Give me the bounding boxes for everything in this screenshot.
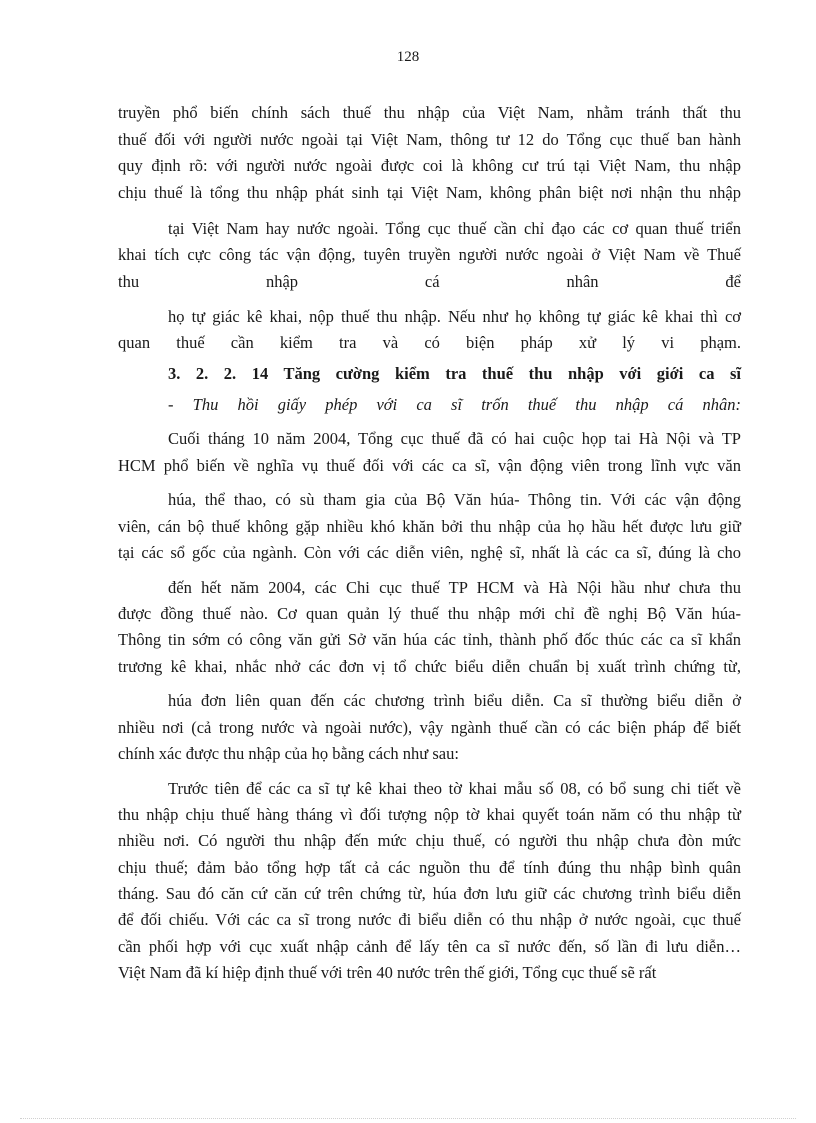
text-line: húa đơn liên quan đến các chương trình biểu diễn. Ca sĩ thường biểu diễn ở xyxy=(168,691,741,710)
text-line: chính xác được thu nhập của họ bằng cách như sau: xyxy=(118,744,459,763)
text-line: đến hết năm 2004, các Chi cục thuế TP HCM và Hà Nội hầu như chưa thu xyxy=(168,578,741,597)
text-line: tháng. Sau đó căn cứ căn cứ trên chứng từ, húa đơn lưu giữ các chương trình biểu diễn xyxy=(118,884,741,903)
text-line: quy định rõ: với người nước ngoài được coi là không cư trú tại Việt Nam, thu nhập xyxy=(118,156,741,175)
text-line: cần phối hợp với cục xuất nhập cảnh để lấy tên ca sĩ nước đến, số lần đi lưu diễn… xyxy=(118,937,741,956)
text-line: truyền phổ biến chính sách thuế thu nhập của Việt Nam, nhằm tránh thất thu xyxy=(118,103,741,122)
text-line: tại các sổ gốc của ngành. Còn với các diễn viên, nghệ sĩ, nhất là các ca sĩ, đúng là cho xyxy=(118,543,741,562)
page-bottom-divider xyxy=(20,1118,796,1119)
text-line: khai tích cực công tác vận động, tuyên truyền người nước ngoài ở Việt Nam về Thuế xyxy=(118,245,741,264)
text-line: thu nhập chịu thuế hàng tháng vì đối tượng nộp tờ khai quyết toán năm có thu nhập từ xyxy=(118,805,741,824)
sub-heading: - Thu hồi giấy phép với ca sĩ trốn thuế thu nhập cá nhân: xyxy=(168,395,741,414)
text-line: tại Việt Nam hay nước ngoài. Tổng cục thuế cần chỉ đạo các cơ quan thuế triển xyxy=(168,219,741,238)
text-line: viên, cán bộ thuế không gặp nhiều khó khăn bởi thu nhập của họ hầu hết được lưu giữ xyxy=(118,517,741,536)
text-line: nhiều nơi (cả trong nước và ngoài nước), vậy ngành thuế cần có các biện pháp để biết xyxy=(118,718,741,737)
text-line: chịu thuế; đảm bảo tổng hợp tất cả các nguồn thu để tính đúng thu nhập bình quân xyxy=(118,858,741,877)
text-line: chịu thuế là tổng thu nhập phát sinh tại Việt Nam, không phân biệt nơi nhận thu nhập xyxy=(118,183,741,202)
text-line: được đồng thuế nào. Cơ quan quản lý thuế thu nhập mới chỉ đề nghị Bộ Văn húa- xyxy=(118,604,741,623)
text-line: họ tự giác kê khai, nộp thuế thu nhập. Nếu như họ không tự giác kê khai thì cơ xyxy=(168,307,741,326)
text-line: nhiều nơi. Có người thu nhập đến mức chịu thuế, có người thu nhập chưa đòn mức xyxy=(118,831,741,850)
text-line: quan thuế cần kiểm tra và có biện pháp xử lý vi phạm. xyxy=(118,333,741,352)
text-line: thuế đối với người nước ngoài tại Việt Nam, thông tư 12 do Tổng cục thuế ban hành xyxy=(118,130,741,149)
text-line: Thông tin sớm có công văn gửi Sở văn húa các tỉnh, thành phố đốc thúc các ca sĩ khẩn xyxy=(118,630,741,649)
page-number: 128 xyxy=(396,49,420,65)
text-line: Việt Nam đã kí hiệp định thuế với trên 40 nước trên thế giới, Tổng cục thuế sẽ rất xyxy=(118,963,657,982)
text-line: Cuối tháng 10 năm 2004, Tổng cục thuế đã có hai cuộc họp tai Hà Nội và TP xyxy=(168,429,741,448)
section-heading: 3. 2. 2. 14 Tăng cường kiểm tra thuế thu nhập với giới ca sĩ xyxy=(168,364,741,383)
text-line: thu nhập cá nhân để xyxy=(118,272,741,291)
text-line: trương kê khai, nhắc nhở các đơn vị tổ chức biểu diễn chuẩn bị xuất trình chứng từ, xyxy=(118,657,741,676)
text-line: để đối chiếu. Với các ca sĩ trong nước đi biểu diễn có thu nhập ở nước ngoài, cục thuế xyxy=(118,910,741,929)
text-line: Trước tiên để các ca sĩ tự kê khai theo tờ khai mẫu số 08, có bổ sung chi tiết về xyxy=(168,779,741,798)
text-line: HCM phổ biến về nghĩa vụ thuế đối với các ca sĩ, vận động viên trong lĩnh vực văn xyxy=(118,456,741,475)
text-line: húa, thể thao, có sù tham gia của Bộ Văn húa- Thông tin. Với các vận động xyxy=(168,490,741,509)
